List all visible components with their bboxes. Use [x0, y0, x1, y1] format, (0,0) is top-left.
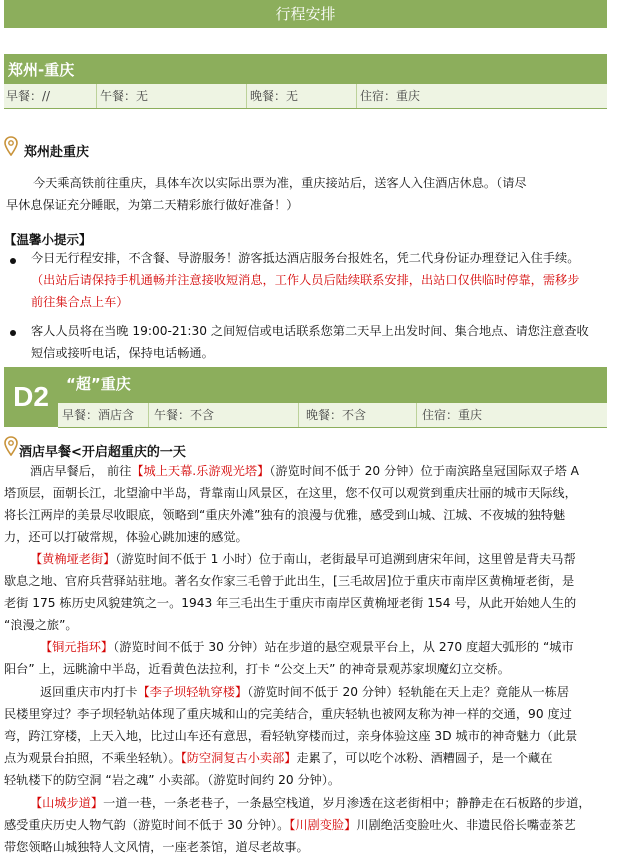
- day2-p4-line3: 弯，跨江穿楼，上天入地，比过山车还有意思，看轻轨穿楼而过，亲身体验这座 3D 城市的神奇魅力（此景: [4, 729, 578, 743]
- day2-p1-line2: 塔顶层，面朝长江，北望渝中半岛，背靠南山风景区，在这里，您不仅可以观赏到重庆壮丽的城市天际线，: [4, 486, 577, 500]
- day2-p5-line1: [30, 792, 591, 814]
- attraction-name: 【李子坝轻轨穿楼】: [137, 685, 248, 699]
- location-pin-icon: [4, 136, 18, 156]
- day1-lunch: 午餐：无: [100, 89, 149, 103]
- text: （游览时间不低于 20 分钟）位于南滨路皇冠国际双子塔 A: [269, 464, 579, 478]
- day2-p4-line4: [4, 747, 552, 769]
- attraction-name: 【城上天幕.乐游观光塔】: [131, 464, 270, 478]
- day1-route-bar: [4, 54, 607, 84]
- day2-route-bar: [58, 367, 607, 403]
- day2-p1-line4: 力，还可以打破常规，体验心跳加速的感觉。: [4, 530, 248, 544]
- day2-p4-line5: 轻轨楼下的防空洞 “岩之魂” 小卖部。（游览时间约 20 分钟）。: [4, 773, 341, 787]
- tip1-line1: 今日无行程安排，不含餐、导游服务！游客抵达酒店服务台报姓名，凭二代身份证办理登记入住手续。: [31, 251, 580, 265]
- day2-badge: D2: [4, 367, 58, 427]
- divider: [416, 403, 417, 427]
- day2-p2-line1: [30, 548, 576, 570]
- day2-breakfast: 早餐：酒店含: [62, 408, 135, 422]
- text: （游览时间不低于 30 分钟）站在步道的悬空观景平台上，从 270 度超大弧形的 “城市: [113, 640, 574, 654]
- day1-heading: 郑州赴重庆: [24, 145, 90, 160]
- tip2-line1: 客人人员将在当晚 19:00-21:30 之间短信或电话联系您第二天早上出发时间、集合地点、请您注意查收: [31, 324, 589, 338]
- day2-p5-line3: 带您领略山城独特人文风情，一座老茶馆，道尽老故事。: [4, 840, 309, 854]
- page-title: 行程安排: [4, 0, 607, 28]
- attraction-name: 【防空洞复古小卖部】: [180, 751, 297, 765]
- day1-intro-line1: 今天乘高铁前往重庆，具体车次以实际出票为准，重庆接站后，送客人入住酒店休息。（请尽: [33, 176, 527, 190]
- day2-p2-line3: 老街 175 栋历史风貌建筑之一。1943 年三毛出生于重庆市南岸区黄桷垭老街 154 号，从此开始她人生的: [4, 596, 577, 610]
- divider: [356, 84, 357, 108]
- day2-meal-row: [58, 403, 607, 428]
- day2-p2-line2: 歇息之地、官府兵营驿站驻地。著名女作家三毛曾于此出生，[三毛故居]位于重庆市南岸区黄桷垭老街，是: [4, 574, 575, 588]
- day1-hotel: 住宿：重庆: [360, 89, 421, 103]
- day1-dinner: 晚餐：无: [250, 89, 299, 103]
- tip1-red-line1: （出站后请保持手机通畅并注意接收短消息，工作人员后陆续联系安排，出站口仅供临时停靠，需移步: [31, 273, 580, 287]
- tip1-red-line2: 前往集合点上车）: [31, 295, 129, 309]
- tip2-line2: 短信或接听电话，保持电话畅通。: [31, 346, 214, 360]
- text: 感受重庆历史人物气韵（游览时间不低于 30 分钟）。: [4, 818, 290, 832]
- bullet: [10, 330, 16, 336]
- divider: [96, 84, 97, 108]
- day2-hotel: 住宿：重庆: [422, 408, 483, 422]
- text: 返回重庆市内打卡: [40, 685, 138, 699]
- text: 酒店早餐后， 前往: [30, 464, 132, 478]
- text: 一道一巷，一条老巷子，一条悬空栈道，岁月渗透在这老街相中；静静走在石板路的步道，: [103, 796, 591, 810]
- attraction-name: 【黄桷垭老街】: [30, 552, 116, 566]
- tips-title: 【温馨小提示】: [4, 232, 92, 247]
- day2-p2-line4: “浪漫之旅”。: [4, 618, 78, 632]
- day2-lunch: 午餐：不含: [154, 408, 215, 422]
- text: 川剧绝活变脸吐火、非遗民俗长嘴壶茶艺: [356, 818, 576, 832]
- divider: [246, 84, 247, 108]
- day2-p1-line3: 将长江两岸的美景尽收眼底，领略到“重庆外滩”独有的浪漫与优雅，感受到山城、江城、不夜城的独特魅: [4, 508, 566, 522]
- day1-route: 郑州-重庆: [8, 61, 75, 79]
- attraction-name: 【山城步道】: [30, 796, 104, 810]
- day1-meal-row: [4, 84, 607, 109]
- day2-route: “超”重庆: [66, 375, 131, 393]
- text: 走累了，可以吃个冰粉、酒糟圆子，是一个藏在: [296, 751, 553, 765]
- day2-p3-line2: 阳台” 上，远眺渝中半岛，近看黄色法拉利，打卡 “公交上天” 的神奇景观苏家坝魔幻立交桥。: [4, 662, 510, 676]
- day2-p3-line1: [40, 636, 574, 658]
- day2-p5-line2: [4, 814, 576, 836]
- text: 点为观景台拍照，不乘坐轻轨）。: [4, 751, 181, 765]
- text: （游览时间不低于 20 分钟）轻轨能在天上走？竟能从一栋居: [247, 685, 570, 699]
- day1-breakfast: 早餐：//: [6, 89, 51, 103]
- attraction-name: 【铜元指环】: [40, 640, 114, 654]
- day2-heading: 酒店早餐<开启超重庆的一天: [19, 445, 186, 460]
- divider: [298, 403, 299, 427]
- day2-p4-line2: 民楼里穿过？李子坝轻轨站体现了重庆城和山的完美结合，重庆轻轨也被网友称为神一样的交通，90 度过: [4, 707, 572, 721]
- attraction-name: 【川剧变脸】: [289, 818, 357, 832]
- day2-p4-line1: [40, 681, 569, 703]
- divider: [148, 403, 149, 427]
- bullet: [10, 258, 16, 264]
- day2-p1-line1: [30, 460, 579, 482]
- day2-dinner: 晚餐：不含: [306, 408, 367, 422]
- day1-intro-line2: 早休息保证充分睡眠，为第二天精彩旅行做好准备！）: [6, 198, 299, 212]
- location-pin-icon: [4, 436, 18, 456]
- text: （游览时间不低于 1 小时）位于南山，老街最早可追溯到唐宋年间，这里曾是背夫马帮: [115, 552, 576, 566]
